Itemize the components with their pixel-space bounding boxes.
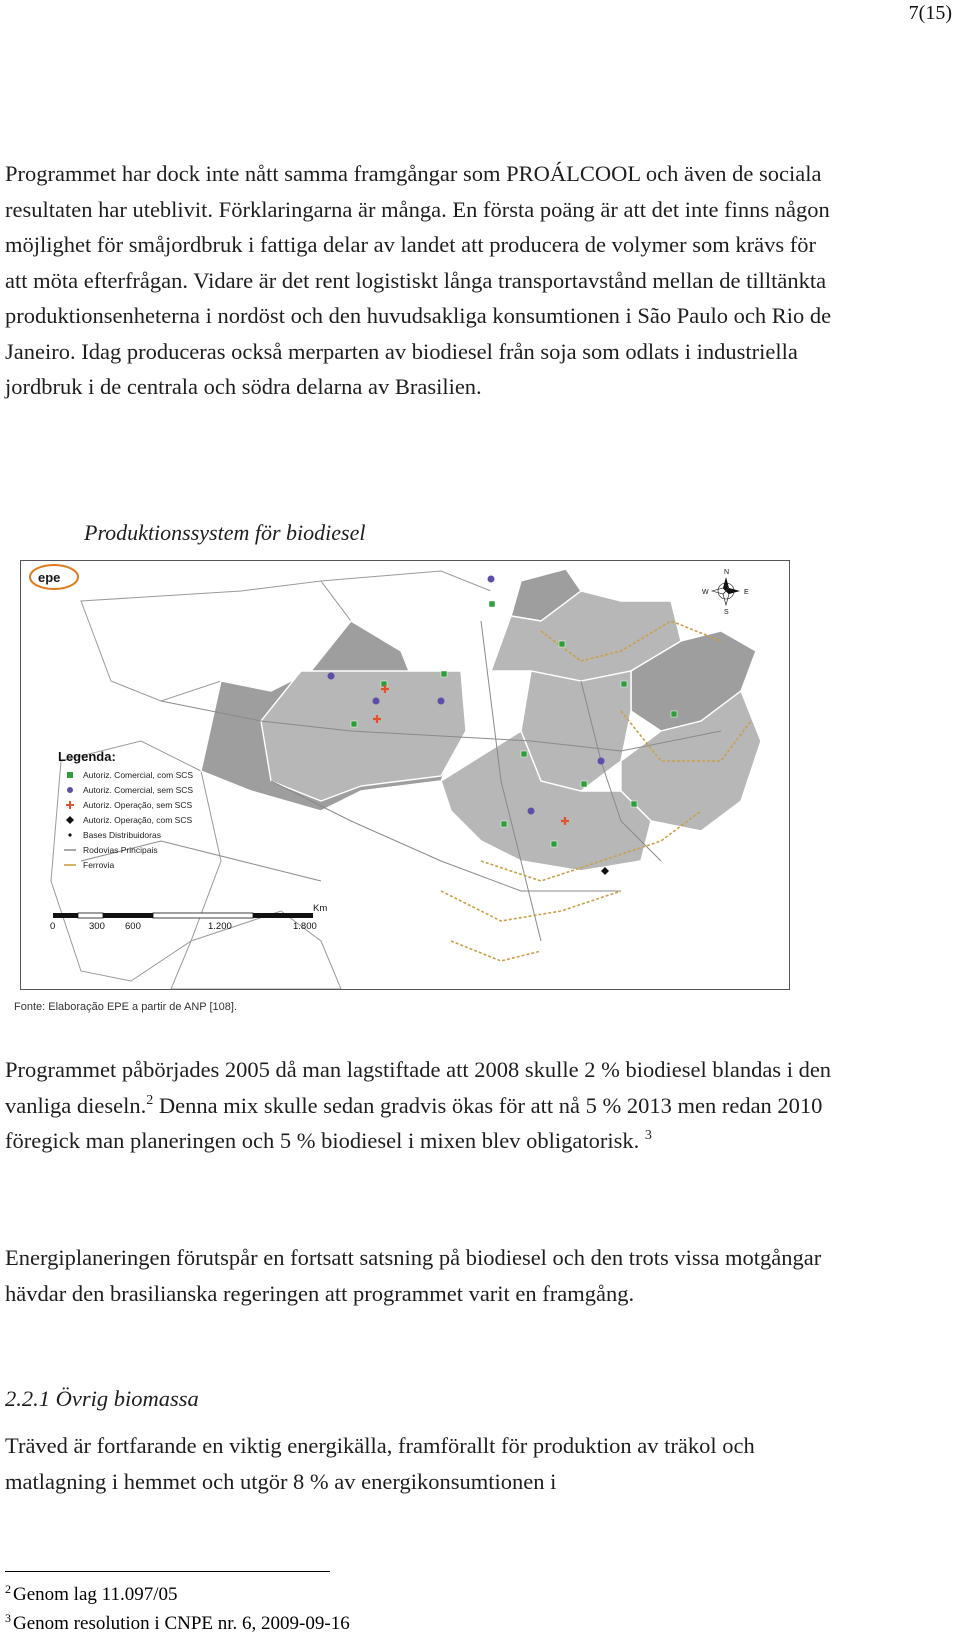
biodiesel-map [20,560,790,990]
footnote-ref[interactable]: 3 [644,1128,652,1143]
figure-caption: Produktionssystem för biodiesel [84,520,366,545]
svg-text:N: N [724,569,730,576]
footnote-number: 3 [5,1611,11,1625]
footnote-ref[interactable]: 2 [146,1092,154,1108]
svg-text:E: E [744,589,749,596]
legend-swatch-comercial-sem [67,787,73,793]
section-heading: 2.2.1 Övrig biomassa [5,1386,199,1411]
svg-text:Ferrovia: Ferrovia [83,860,115,870]
footnote-text: Genom lag 11.097/05 [13,1584,178,1605]
paragraph-proalcool: Programmet har dock inte nått samma framgångar som PROÁLCOOL och även de sociala resultaten har uteblivit. Förklaringarna är många. En första poäng är att det inte finns någon möjlighet för småjordbruk i fattiga delar av landet att producera de volymer som krävs för att möta efterfrågan. Vidare är det rent logistiskt långa transportavstånd mellan de tilltänkta produktionsenheterna i nordöst och den huvudsakliga konsumtionen i São Paulo och Rio de Janeiro. Idag produceras också merparten av biodiesel från soja som odlats i industriella jordbruk i de centrala och södra delarna av Brasilien. [5,161,832,399]
paragraph-text: Programmet påbörjades 2005 då man lagstiftade att 2008 skulle 2 % biodiesel blandas i den vanliga dieseln. [5,1057,832,1118]
paragraph-energy-planning: Energiplaneringen förutspår en fortsatt satsning på biodiesel och den trots vissa motgångar hävdar den brasilianska regeringen att programmet varit en framgång. [5,1245,822,1306]
epe-logo [30,565,78,589]
paragraph-other-biomass: Träved är fortfarande en viktig energikälla, framförallt för produktion av träkol och matlagning i hemmet och utgör 8 % av energikonsumtionen i [5,1433,755,1494]
svg-text:Bases Distribuidoras: Bases Distribuidoras [83,830,161,840]
svg-text:W: W [702,589,709,596]
svg-text:Autoriz. Operação, sem SCS: Autoriz. Operação, sem SCS [83,800,193,810]
svg-text:600: 600 [125,921,141,932]
footnote-divider [5,1571,330,1572]
footnote [5,1584,177,1606]
paragraph-program-start [5,1052,835,1159]
legend-swatch-comercial-com [67,772,73,778]
svg-text:Autoriz. Comercial, com SCS: Autoriz. Comercial, com SCS [83,770,194,780]
svg-text:S: S [724,609,729,616]
svg-text:Autoriz. Comercial, sem SCS: Autoriz. Comercial, sem SCS [83,785,194,795]
svg-text:Rodovias Principais: Rodovias Principais [83,845,158,855]
svg-text:epe: epe [38,570,61,585]
page-number: 7(15) [908,2,952,24]
svg-text:1.200: 1.200 [208,921,232,932]
svg-text:300: 300 [89,921,105,932]
svg-text:Km: Km [313,903,328,914]
paragraph-text: Denna mix skulle sedan gradvis ökas för att nå 5 % 2013 men redan 2010 föregick man planeringen och 5 % biodiesel i mixen blev obligatorisk. [5,1092,823,1153]
svg-text:Autoriz. Operação, com SCS: Autoriz. Operação, com SCS [83,815,193,825]
svg-text:Legenda:: Legenda: [58,749,116,764]
footnote-number: 2 [5,1582,11,1596]
legend-swatch-bases [68,833,71,836]
footnote-text: Genom resolution i CNPE nr. 6, 2009-09-16 [13,1613,350,1634]
svg-text:0: 0 [50,921,56,932]
footnote [5,1613,350,1635]
svg-text:1.800: 1.800 [293,921,317,932]
figure-source: Fonte: Elaboração EPE a partir de ANP [108]. [14,1001,237,1013]
